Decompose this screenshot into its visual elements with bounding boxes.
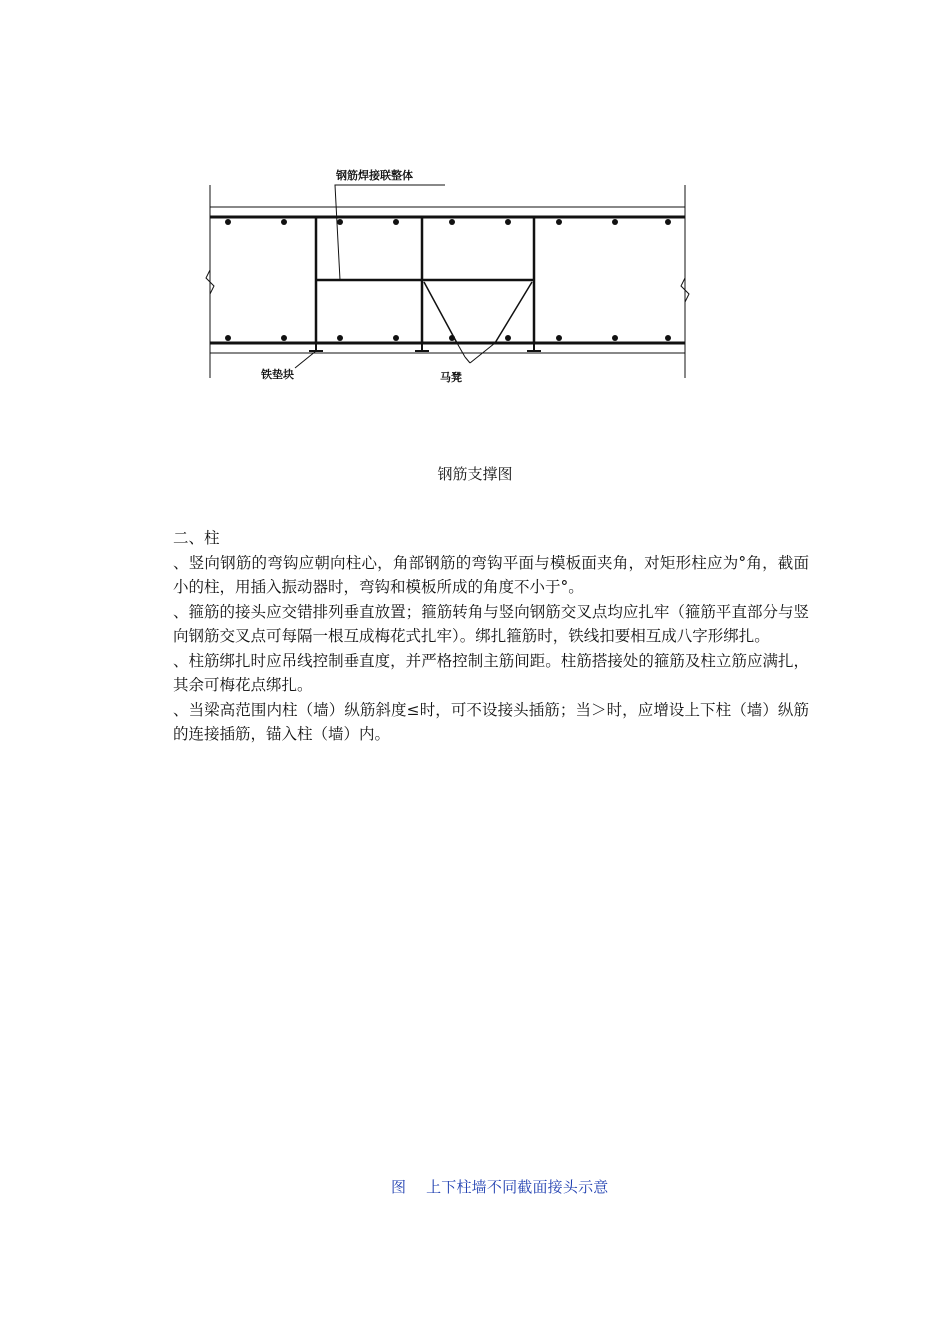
figure-caption: 钢筋支撑图 [437,465,513,483]
iron-block-label: 铁垫块 [261,368,294,381]
section-heading: 二、柱 [173,529,220,547]
body-text [173,526,809,747]
chair-diagonals [424,282,532,343]
paragraph-1: 、竖向钢筋的弯钩应朝向柱心，角部钢筋的弯钩平面与模板面夹角，对矩形柱应为°角，截面小的柱，用插入振动器时，弯钩和模板所成的角度不小于°。 [173,553,809,596]
paragraph-3: 、柱筋绑扎时应吊线控制垂直度，并严格控制主筋间距。柱筋搭接处的箍筋及柱立筋应满扎，其余可梅花点绑扎。 [173,651,809,694]
welded-label: 钢筋焊接联整体 [336,169,413,182]
paragraph-2: 、箍筋的接头应交错排列垂直放置；箍筋转角与竖向钢筋交叉点均应扎牢（箍筋平直部分与竖向钢筋交叉点可每隔一根互成梅花式扎牢）。绑扎箍筋时，铁线扣要相互成八字形绑扎。 [173,602,809,645]
slab-outline [206,185,689,378]
rebar-support-diagram [195,160,695,390]
chair-label: 马凳 [440,371,462,384]
paragraph-4: 、当梁高范围内柱（墙）纵筋斜度≤时，可不设接头插筋；当＞时，应增设上下柱（墙）纵筋的连接插筋，锚入柱（墙）内。 [173,700,809,743]
bottom-figure-caption: 图 上下柱墙不同截面接头示意 [391,1178,609,1196]
welded-frame [316,217,534,343]
